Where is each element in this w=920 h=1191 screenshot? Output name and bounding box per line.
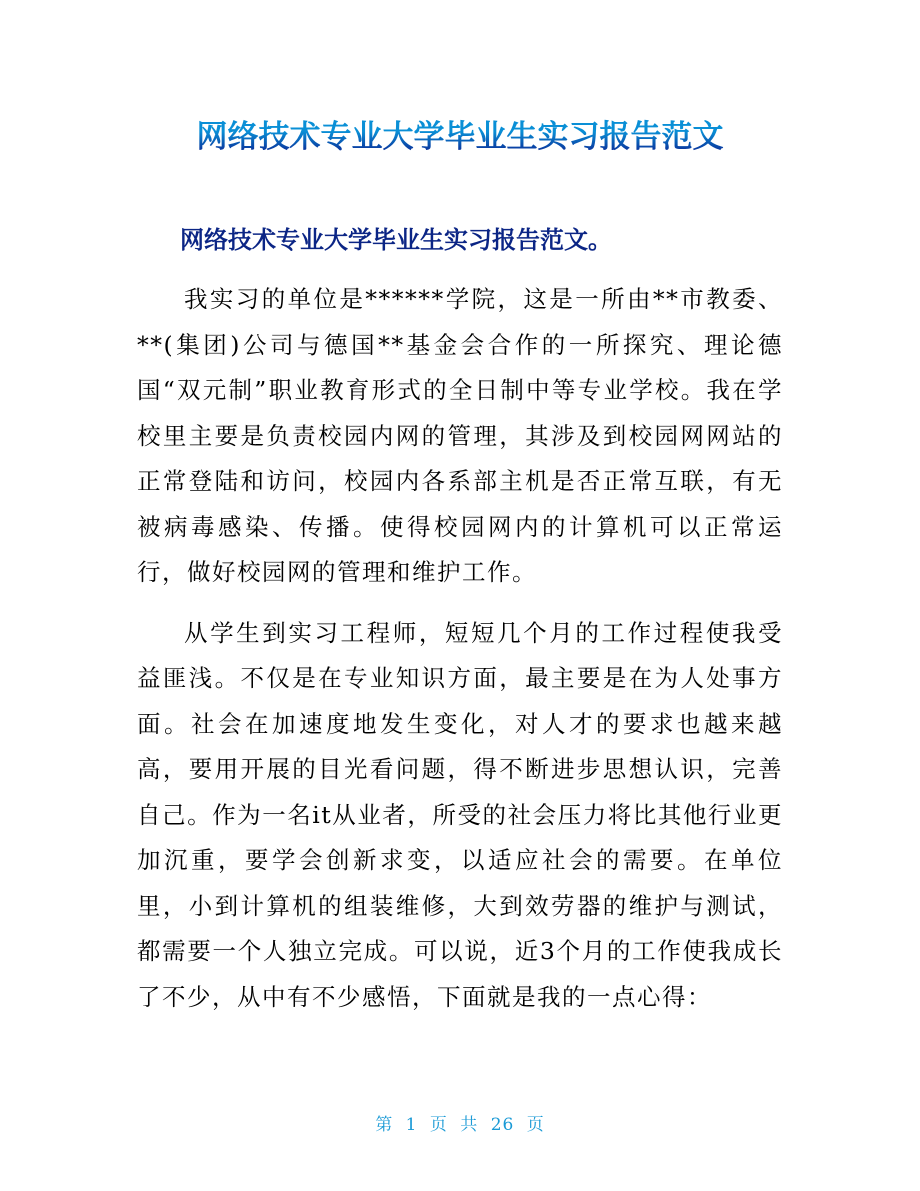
- body-paragraph-1: 我实习的单位是******学院，这是一所由**市教委、**(集团)公司与德国**基金会合作的一所探究、理论德国“双元制”职业教育形式的全日制中等专业学校。我在学校里主要是负责校园内网的管理，其涉及到校园网网站的正常登陆和访问，校园内各系部主机是否正常互联，有无被病毒感染、传播。使得校园网内的计算机可以正常运行，做好校园网的管理和维护工作。: [137, 285, 783, 586]
- document-title-text: 网络技术专业大学毕业生实习报告范文: [196, 119, 724, 155]
- page-footer: [0, 1113, 920, 1137]
- document-body: [137, 277, 783, 1020]
- body-paragraph-2: 从学生到实习工程师，短短几个月的工作过程使我受益匪浅。不仅是在专业知识方面，最主要是在为人处事方面。社会在加速度地发生变化，对人才的要求也越来越高，要用开展的目光看问题，得不断进步思想认识，完善自己。作为一名it从业者，所受的社会压力将比其他行业更加沉重，要学会创新求变，以适应社会的需要。在单位里，小到计算机的组装维修，大到效劳器的维护与测试，都需要一个人独立完成。可以说，近3个月的工作使我成长了不少，从中有不少感悟，下面就是我的一点心得：: [137, 618, 783, 1011]
- footer-label-page: 页: [429, 1115, 448, 1135]
- document-title: [0, 114, 920, 160]
- footer-label-total: 共: [460, 1115, 479, 1135]
- footer-total-pages: 26: [490, 1115, 515, 1135]
- footer-label-suffix: 页: [526, 1115, 545, 1135]
- footer-current-page: 1: [405, 1115, 418, 1135]
- document-subtitle: 网络技术专业大学毕业生实习报告范文。: [180, 226, 612, 254]
- footer-label-prefix: 第: [375, 1115, 394, 1135]
